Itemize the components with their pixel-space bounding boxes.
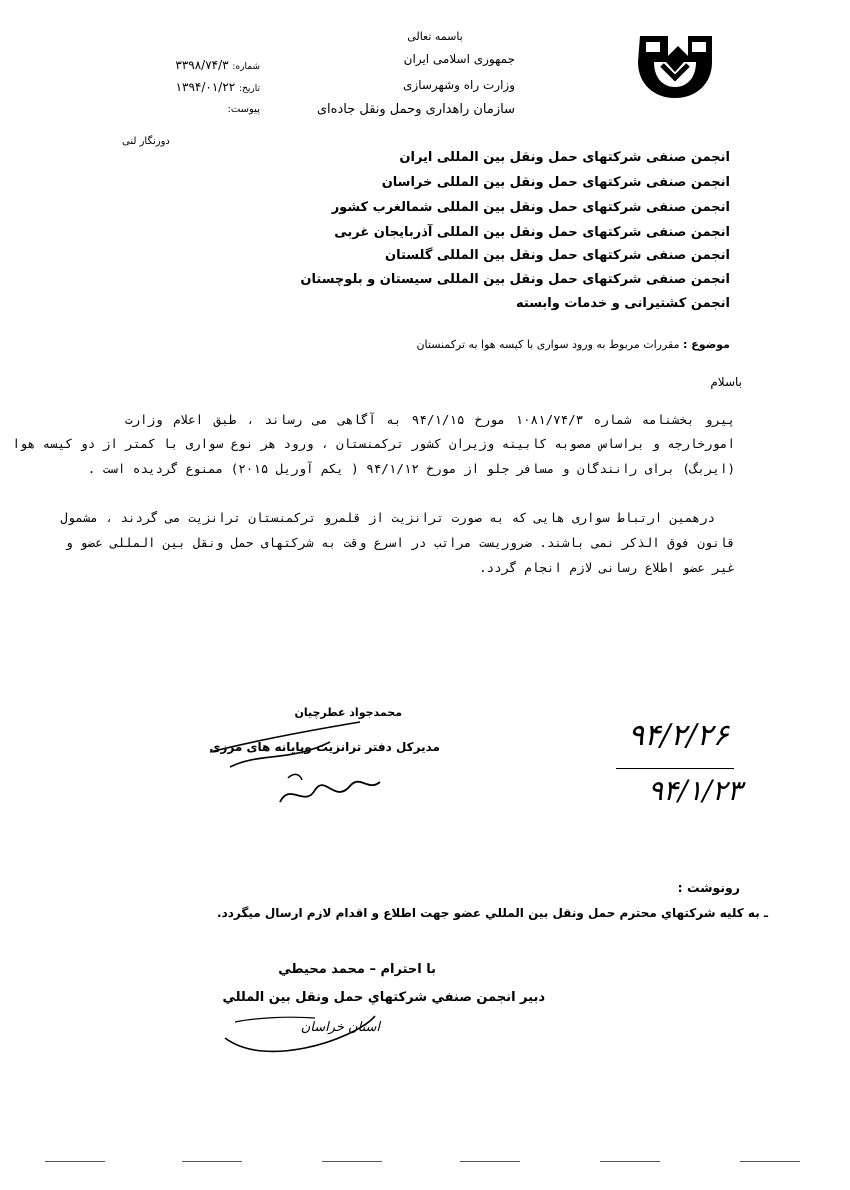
- handwritten-number-bottom: ۹۴/۱/۲۳: [648, 774, 743, 807]
- bottom-dash-3: [322, 1161, 382, 1162]
- letter-number-row: [175, 58, 260, 72]
- salutation: باسلام: [710, 375, 742, 389]
- body-line-4: درهمین ارتباط سواری هایی که به صورت ترانزیت از قلمرو ترکمنستان ترانزیت می گردند ، مشمول: [60, 510, 715, 525]
- attachment-label: پیوست:: [227, 104, 260, 115]
- invocation: باسمه تعالی: [407, 30, 463, 43]
- number-value: ۳۳۹۸/۷۴/۳: [175, 58, 229, 72]
- closing-signature: [215, 1008, 385, 1058]
- ministry-name: وزارت راه وشهرسازی: [403, 78, 515, 92]
- subject-label: موضوع :: [683, 338, 730, 351]
- signer-title: مدیرکل دفتر ترانزیت وپایانه های مرزی: [209, 740, 440, 754]
- bottom-dash-6: [740, 1161, 800, 1162]
- bottom-dash-4: [460, 1161, 520, 1162]
- bottom-dash-1: [45, 1161, 105, 1162]
- handwritten-divider: [616, 768, 734, 769]
- body-line-6: غیر عضو اطلاع رسانی لازم انجام گردد.: [479, 560, 735, 575]
- recipient-5: انجمن صنفی شرکتهای حمل ونقل بین المللی گلستان: [385, 248, 730, 263]
- closing-title: دبیر انجمن صنفي شرکتهاي حمل ونقل بین المللي: [222, 990, 545, 1005]
- organization-name: سازمان راهداری وحمل ونقل جاده‌ای: [316, 102, 515, 117]
- closing-stamp: استان خراسان: [300, 1020, 380, 1035]
- road-arrow-logo-icon: [632, 32, 718, 102]
- letter-date-row: [176, 80, 260, 94]
- date-value: ۱۳۹۴/۰۱/۲۲: [175, 80, 236, 94]
- date-label: تاریخ:: [239, 84, 260, 94]
- number-label: شماره:: [232, 62, 260, 72]
- handwritten-number-top: ۹۴/۲/۲۶: [628, 718, 729, 753]
- body-line-3: (ایربگ) برای رانندگان و مسافر جلو از مورخ ۹۴/۱/۱۲ ( یکم آوریل ۲۰۱۵) ممنوع گردیده است .: [87, 461, 735, 476]
- organization-logo: [632, 32, 718, 102]
- signature-scribble: [190, 712, 450, 822]
- closing-regards: با احترام – محمد محیطي: [278, 962, 436, 977]
- closing-signature-scribble-icon: [215, 1008, 385, 1058]
- recipient-2: انجمن صنفی شرکتهای حمل ونقل بین المللی خراسان: [381, 175, 730, 190]
- body-line-5: قانون فوق الذکر نمی باشند. ضروریست مراتب در اسرع وقت به شرکتهای حمل ونقل بین المللی عضو و: [65, 535, 735, 550]
- signer-name: محمدجواد عطرچیان: [294, 706, 402, 719]
- subject-line: [416, 338, 730, 351]
- recipient-6: انجمن صنفی شرکتهای حمل ونقل بین المللی سیستان و بلوچستان: [300, 272, 730, 287]
- body-line-2: امورخارجه و براساس مصوبه کابینه وزیران کشور ترکمنستان ، ورود هر نوع سواری با کمتر از دو کیسه هوا: [12, 436, 735, 451]
- cc-heading: رونوشت :: [677, 880, 740, 895]
- recipient-4: انجمن صنفی شرکتهای حمل ونقل بین المللی آذربایجان غربی: [334, 225, 730, 240]
- country-name: جمهوری اسلامی ایران: [403, 52, 515, 66]
- recipient-1: انجمن صنفی شرکتهای حمل ونقل بین المللی ایران: [399, 150, 730, 165]
- subject-text: مقررات مربوط به ورود سواری با کیسه هوا به ترکمنستان: [416, 338, 680, 351]
- fax-note: دورنگار لنی: [122, 136, 170, 147]
- bottom-dash-5: [600, 1161, 660, 1162]
- cc-text: ـ به کلیه شرکتهاي محترم حمل ونقل بین المللي عضو جهت اطلاع و اقدام لازم ارسال میگردد.: [217, 906, 768, 920]
- recipient-7: انجمن کشتیرانی و خدمات وابسته: [516, 296, 730, 311]
- body-line-1: پیرو بخشنامه شماره ۱۰۸۱/۷۴/۳ مورخ ۹۴/۱/۱۵ به آگاهی می رساند ، طبق اعلام وزارت: [125, 412, 735, 427]
- bottom-dash-2: [182, 1161, 242, 1162]
- recipient-3: انجمن صنفی شرکتهای حمل ونقل بین المللی شمالغرب کشور: [331, 200, 730, 215]
- handwritten-signature-icon: [190, 712, 450, 822]
